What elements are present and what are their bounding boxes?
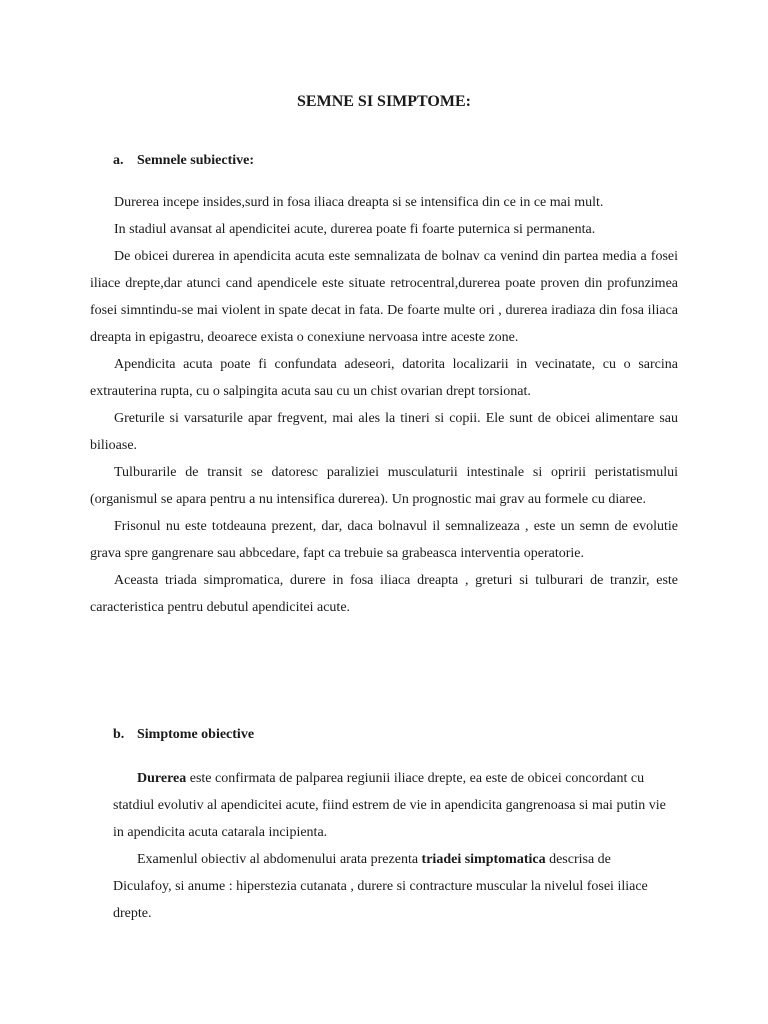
paragraph: Durerea incepe insides,surd in fosa iliaca dreapta si se intensifica din ce in ce mai mult. — [114, 195, 604, 210]
bold-term: Durerea — [137, 771, 187, 786]
paragraph-text: este confirmata de palparea regiunii iliace drepte, ea este de obicei concordant cu statdiul evolutiv al apendicitei acute, fiind estrem de vie in apendicita gangrenoasa si mai putin vie in apendicita acuta catarala incipienta. — [113, 771, 666, 840]
paragraph: De obicei durerea in apendicita acuta este semnalizata de bolnav ca venind din partea media a fosei iliace drepte,dar atunci cand apendicele este situate retrocentral,durerea poate proven din profunzimea fosei simntindu-se mai violent in spate decat in fata. De foarte multe ori , durerea iradiaza din fosa iliaca dreapta in epigastru, deoarece exista o conexiune nervoasa intre aceste zone. — [90, 249, 678, 345]
paragraph: Frisonul nu este totdeauna prezent, dar, daca bolnavul il semnalizeaza , este un semn de evolutie grava spre gangrenare sau abbcedare, fapt ca trebuie sa grabeasca interventia operatorie. — [90, 519, 678, 561]
paragraph: In stadiul avansat al apendicitei acute, durerea poate fi foarte puternica si permanenta. — [114, 222, 596, 237]
paragraph: Tulburarile de transit se datoresc paraliziei musculaturii intestinale si opririi peristatismului (organismul se apara pentru a nu intensifica durerea). Un prognostic mai grav au formele cu diaree. — [90, 465, 678, 507]
paragraph: Greturile si varsaturile apar fregvent, mai ales la tineri si copii. Ele sunt de obicei alimentare sau bilioase. — [90, 411, 678, 453]
section-a-heading — [113, 153, 254, 169]
page-title: SEMNE SI SIMPTOME: — [297, 93, 471, 110]
section-a-title: Semnele subiective: — [137, 153, 255, 168]
section-a-body — [90, 189, 678, 621]
section-b-label: b. — [113, 727, 125, 742]
section-b-heading — [113, 727, 254, 743]
section-a-label: a. — [113, 153, 124, 168]
paragraph: Aceasta triada simpromatica, durere in fosa iliaca dreapta , greturi si tulburari de tranzir, este caracteristica pentru debutul apendicitei acute. — [90, 573, 678, 615]
section-b-body — [113, 765, 668, 927]
paragraph — [113, 765, 668, 846]
paragraph — [113, 846, 668, 927]
paragraph-text: Examenlul obiectiv al abdomenului arata prezenta — [137, 852, 422, 867]
section-b-title: Simptome obiective — [137, 727, 255, 742]
bold-term: triadei simptomatica — [421, 852, 546, 867]
paragraph-text: descrisa de Diculafoy, si anume : hiperstezia cutanata , durere si contracture muscular la nivelul fosei iliace drepte. — [113, 852, 648, 921]
paragraph: Apendicita acuta poate fi confundata adeseori, datorita localizarii in vecinatate, cu o sarcina extrauterina rupta, cu o salpingita acuta sau cu un chist ovarian drept torsionat. — [90, 357, 678, 399]
